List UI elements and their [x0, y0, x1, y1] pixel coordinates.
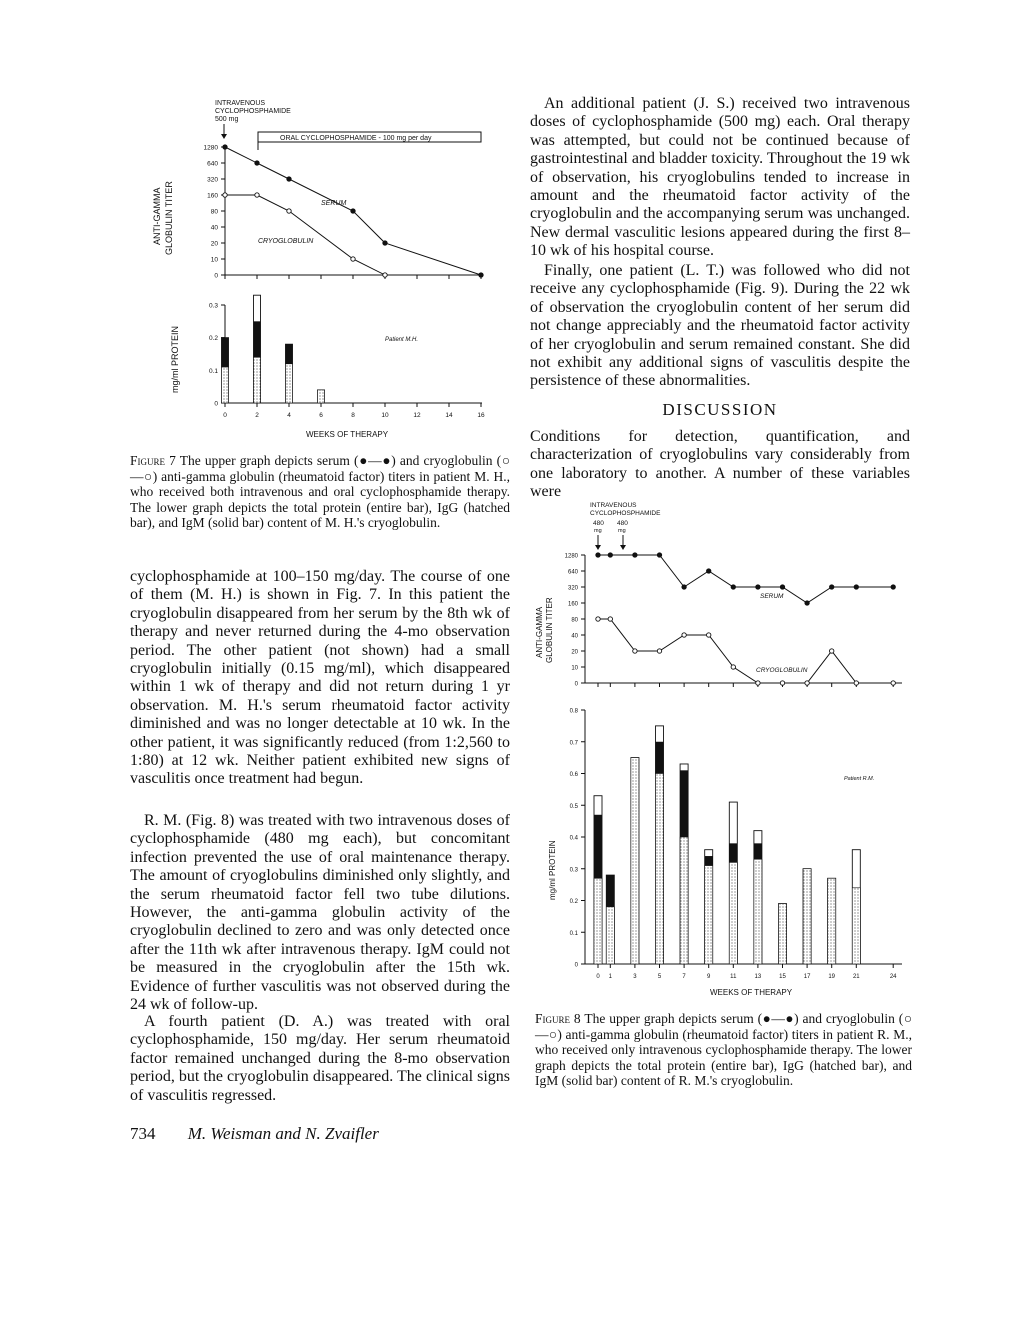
lower-x-tick-label: 0: [223, 412, 227, 419]
cryoglobulin-line: [598, 619, 893, 683]
cryoglobulin-point: [223, 193, 227, 197]
upper-y-tick-label: 80: [210, 208, 218, 216]
upper-y-tick-label: 160: [207, 192, 218, 200]
serum-line: [598, 555, 893, 603]
fig7-upper-chart: [152, 145, 483, 280]
upper-y-tick-label: 1280: [203, 144, 218, 152]
cryoglobulin-point: [255, 193, 259, 197]
cryoglobulin-point: [780, 681, 784, 685]
left-paragraph-1: cyclophosphamide at 100–150 mg/day. The course of one of them (M. H.) is shown in Fig. 7. In this patient the cryoglobulin disappeared from her serum by the 8th wk of therapy and never returned during the 4-mo observation period. The other patient (not shown) had a small cryoglobulin initially (0.15 mg/ml), which disappeared within 1 wk of therapy and did not return during 1 yr observation. M. H.'s serum rheumatoid factor activity diminished and was no longer detectable at 10 wk. In the other patient, it was significantly reduced (from 1:2,560 to 1:80) at 12 wk. Neither patient exhibited new signs of vasculitis once treatment had begun.: [130, 568, 510, 788]
cryoglobulin-point: [731, 665, 735, 669]
fig8-annotation-line1: INTRAVENOUS: [590, 502, 637, 509]
upper-y-tick-label: 20: [571, 649, 578, 656]
serum-point: [351, 209, 355, 213]
cryoglobulin-point: [891, 681, 895, 685]
upper-y-tick-label: 1280: [564, 553, 578, 560]
figure-8: [530, 498, 912, 1003]
serum-point: [682, 585, 686, 589]
igm-bar: [286, 344, 293, 364]
upper-y-tick-label: 10: [571, 665, 578, 672]
cryoglobulin-point: [383, 273, 387, 277]
upper-y-tick-label: 40: [571, 633, 578, 640]
lower-x-tick-label: 12: [413, 412, 421, 419]
cryoglobulin-point: [854, 681, 858, 685]
lower-y-tick-label: 0.1: [569, 930, 578, 937]
igm-bar: [656, 742, 664, 774]
upper-y-tick-label: 0: [574, 681, 578, 688]
cryoglobulin-point: [351, 257, 355, 261]
igg-bar: [779, 904, 787, 964]
lower-x-tick-label: 17: [803, 974, 811, 980]
fig8-patient-label: Patient R.M.: [844, 776, 875, 782]
cryoglobulin-point: [830, 649, 834, 653]
igg-bar: [286, 364, 293, 403]
serum-point: [255, 161, 259, 165]
figure-7: [130, 95, 510, 450]
fig8-arrow-2-head: [620, 545, 626, 550]
fig7-patient-label: Patient M.H.: [385, 337, 419, 343]
serum-point: [633, 553, 637, 557]
upper-y-tick-label: 160: [567, 601, 578, 608]
igg-bar: [656, 774, 664, 965]
lower-x-tick-label: 1: [608, 974, 612, 980]
fig8-arrow-1-head: [595, 545, 601, 550]
discussion-heading: DISCUSSION: [662, 400, 778, 419]
lower-y-tick-label: 0.8: [569, 708, 578, 715]
serum-point: [854, 585, 858, 589]
lower-x-tick-label: 2: [255, 412, 259, 419]
figure7-caption-label: Figure 7: [130, 453, 176, 468]
fig7-oral-bar-label: ORAL CYCLOPHOSPHAMIDE - 100 mg per day: [280, 135, 432, 142]
upper-y-tick-label: 0: [214, 272, 218, 280]
serum-point: [479, 273, 483, 277]
right-paragraph-2: Finally, one patient (L. T.) was followed who did not receive any cyclophosphamide (Fig. 9). During the 22 wk of observation the cryoglobulin content of her serum did not change appreciably and the rheumatoid factor activity of her cryoglobulin and serum remained constant. She did not exhibit any additional signs of vasculitis despite the persistence of these abnormalities.: [530, 262, 910, 390]
igg-bar: [680, 837, 688, 964]
upper-y-tick-label: 20: [210, 240, 218, 248]
igg-bar: [754, 859, 762, 964]
lower-x-tick-label: 16: [477, 412, 485, 419]
serum-point: [731, 585, 735, 589]
serum-point: [805, 601, 809, 605]
lower-x-tick-label: 4: [287, 412, 291, 419]
igm-bar: [680, 770, 688, 837]
igg-bar: [254, 357, 261, 403]
lower-y-tick-label: 0: [574, 962, 578, 969]
lower-y-tick-label: 0.5: [569, 803, 578, 810]
fig8-dose-1: 480: [593, 520, 604, 527]
lower-x-tick-label: 6: [319, 412, 323, 419]
fig7-serum-label: SERUM: [321, 200, 347, 207]
upper-y-tick-label: 10: [210, 256, 218, 264]
fig7-xlabel: WEEKS OF THERAPY: [306, 430, 389, 439]
cryoglobulin-point: [633, 649, 637, 653]
right-paragraph-1: An additional patient (J. S.) received two intravenous doses of cyclophosphamide (500 mg) each. Oral therapy was attempted, but could not be continued because of gastrointestinal and bladder toxicity. Throughout the 19 wk of observation, his cryoglobulins tended to increase in amount and the rheumatoid factor activity of the cryoglobulin and the accompanying serum was unchanged. New dermal vasculitic lesions appeared during the first 8–10 wk of his hospital course.: [530, 95, 910, 260]
cryoglobulin-point: [657, 649, 661, 653]
fig8-upper-ylabel-2: GLOBULIN TITER: [545, 597, 554, 663]
discussion-text: Conditions for detection, quantification, and characterization of cryoglobulins vary considerably from one laboratory to another. A number of these variables were: [530, 428, 910, 501]
fig7-arrow-head: [221, 134, 227, 139]
igm-bar: [606, 875, 614, 907]
fig7-cryo-label: CRYOGLOBULIN: [258, 238, 314, 245]
serum-point: [756, 585, 760, 589]
cryoglobulin-point: [682, 633, 686, 637]
igm-bar: [222, 338, 229, 367]
lower-y-tick-label: 0.3: [208, 302, 218, 310]
serum-point: [891, 585, 895, 589]
fig8-lower-ylabel: mg/ml PROTEIN: [548, 840, 557, 900]
fig7-annotation-line3: 500 mg: [215, 116, 239, 123]
lower-y-tick-label: 0.3: [569, 867, 578, 874]
left-paragraph-3: A fourth patient (D. A.) was treated with oral cyclophosphamide, 150 mg/day. Her serum rheumatoid factor remained unchanged during the 8-mo observation period, but the cryoglobulin disappeared. The clinical signs of vasculitis regressed.: [130, 1013, 510, 1104]
serum-point: [223, 145, 227, 149]
lower-x-tick-label: 19: [828, 974, 836, 980]
serum-point: [596, 553, 600, 557]
igg-bar: [729, 862, 737, 964]
serum-point: [383, 241, 387, 245]
fig7-lower-ylabel: mg/ml PROTEIN: [170, 325, 180, 393]
fig8-unit-1: mg: [594, 528, 602, 534]
page-number: 734: [130, 1124, 156, 1143]
fig8-unit-2: mg: [618, 528, 626, 534]
fig8-lower-chart: [548, 709, 902, 998]
fig8-dose-2: 480: [617, 520, 628, 527]
lower-x-tick-label: 5: [657, 974, 662, 980]
upper-y-tick-label: 640: [567, 569, 578, 576]
fig8-serum-label: SERUM: [760, 593, 784, 600]
fig8-annotation-line2: CYCLOPHOSPHAMIDE: [590, 510, 661, 517]
lower-x-tick-label: 3: [633, 974, 637, 980]
lower-x-tick-label: 24: [889, 974, 897, 980]
serum-point: [830, 585, 834, 589]
igg-bar: [631, 758, 639, 964]
serum-point: [287, 177, 291, 181]
cryoglobulin-point: [805, 681, 809, 685]
page-footer: [130, 1124, 379, 1144]
igg-bar: [852, 888, 860, 964]
cryoglobulin-point: [756, 681, 760, 685]
serum-point: [707, 569, 711, 573]
upper-y-tick-label: 640: [207, 160, 218, 168]
igm-bar: [729, 843, 737, 862]
lower-x-tick-label: 7: [682, 974, 686, 980]
lower-y-tick-label: 0.2: [569, 899, 578, 905]
igm-bar: [254, 321, 261, 357]
lower-x-tick-label: 9: [707, 974, 711, 980]
fig8-cryo-label: CRYOGLOBULIN: [756, 667, 808, 674]
cryoglobulin-point: [287, 209, 291, 213]
serum-point: [780, 585, 784, 589]
figure8-caption-text: The upper graph depicts serum (●—●) and cryoglobulin (○—○) anti-gamma globulin (rheumatoid factor) titers in patient R. M., who received only intravenous cyclophosphamide therapy. The lower graph depicts the total protein (entire bar), IgG (hatched bar), and IgM (solid bar) content of R. M.'s cryoglobulin.: [535, 1011, 912, 1089]
upper-y-tick-label: 80: [571, 617, 578, 624]
igg-bar: [606, 907, 614, 964]
fig8-xlabel: WEEKS OF THERAPY: [710, 988, 793, 997]
upper-y-tick-label: 320: [207, 176, 218, 184]
upper-y-tick-label: 40: [210, 224, 218, 232]
serum-point: [657, 553, 661, 557]
running-authors: M. Weisman and N. Zvaifler: [187, 1124, 379, 1143]
igm-bar: [705, 856, 713, 866]
left-paragraph-2: R. M. (Fig. 8) was treated with two intravenous doses of cyclophosphamide (480 mg each), but concomitant infection prevented the use of oral maintenance therapy. The amount of cryoglobulins diminished only slightly, and the serum rheumatoid factor fell two tube dilutions. However, the anti-gamma globulin activity of the cryoglobulin declined to zero and was only detected once after the 11th wk after intravenous therapy. IgM could not be measured in the cryoglobulin after the 15th wk. Evidence of further vasculitis was not observed during the 24 wk of follow-up.: [130, 812, 510, 1014]
lower-y-tick-label: 0.6: [569, 772, 578, 778]
cryoglobulin-point: [707, 633, 711, 637]
igg-bar: [828, 878, 836, 964]
lower-x-tick-label: 13: [754, 974, 762, 980]
fig7-annotation-line1: INTRAVENOUS: [215, 100, 266, 107]
lower-x-tick-label: 8: [351, 412, 355, 419]
cryoglobulin-line: [225, 195, 385, 275]
cryoglobulin-point: [608, 617, 612, 621]
lower-x-tick-label: 11: [730, 974, 737, 980]
lower-x-tick-label: 15: [779, 974, 786, 980]
lower-y-tick-label: 0.7: [569, 740, 578, 747]
figure7-caption-text: The upper graph depicts serum (●—●) and cryoglobulin (○—○) anti-gamma globulin (rheumatoid factor) titers in patient M. H., who received both intravenous and oral cyclophosphamide therapy. The lower graph depicts the total protein (entire bar), IgG (hatched bar), and IgM (solid bar) content of M. H.'s cryoglobulin.: [130, 453, 510, 531]
lower-x-tick-label: 10: [381, 412, 389, 419]
fig7-lower-chart: [170, 295, 485, 439]
igg-bar: [705, 866, 713, 964]
figure8-caption: [535, 1011, 912, 1089]
figure7-caption: [130, 453, 510, 531]
lower-x-tick-label: 14: [445, 412, 453, 419]
igg-bar: [318, 390, 325, 403]
fig8-upper-ylabel-1: ANTI-GAMMA: [535, 606, 544, 658]
lower-x-tick-label: 0: [596, 974, 600, 980]
fig7-upper-ylabel-1: ANTI-GAMMA: [152, 187, 162, 245]
igm-bar: [594, 815, 602, 879]
fig8-upper-chart: [535, 553, 902, 688]
cryoglobulin-point: [596, 617, 600, 621]
igg-bar: [222, 367, 229, 403]
serum-point: [608, 553, 612, 557]
lower-y-tick-label: 0.4: [569, 835, 578, 842]
fig7-upper-ylabel-2: GLOBULIN TITER: [164, 181, 174, 255]
igm-bar: [754, 843, 762, 859]
igg-bar: [803, 869, 811, 964]
igg-bar: [594, 878, 602, 964]
upper-y-tick-label: 320: [567, 585, 578, 592]
fig7-annotation-line2: CYCLOPHOSPHAMIDE: [215, 108, 291, 115]
figure8-caption-label: Figure 8: [535, 1011, 581, 1026]
lower-y-tick-label: 0: [214, 400, 218, 408]
lower-y-tick-label: 0.1: [208, 367, 218, 375]
lower-y-tick-label: 0.2: [208, 335, 218, 343]
lower-x-tick-label: 21: [852, 974, 860, 980]
